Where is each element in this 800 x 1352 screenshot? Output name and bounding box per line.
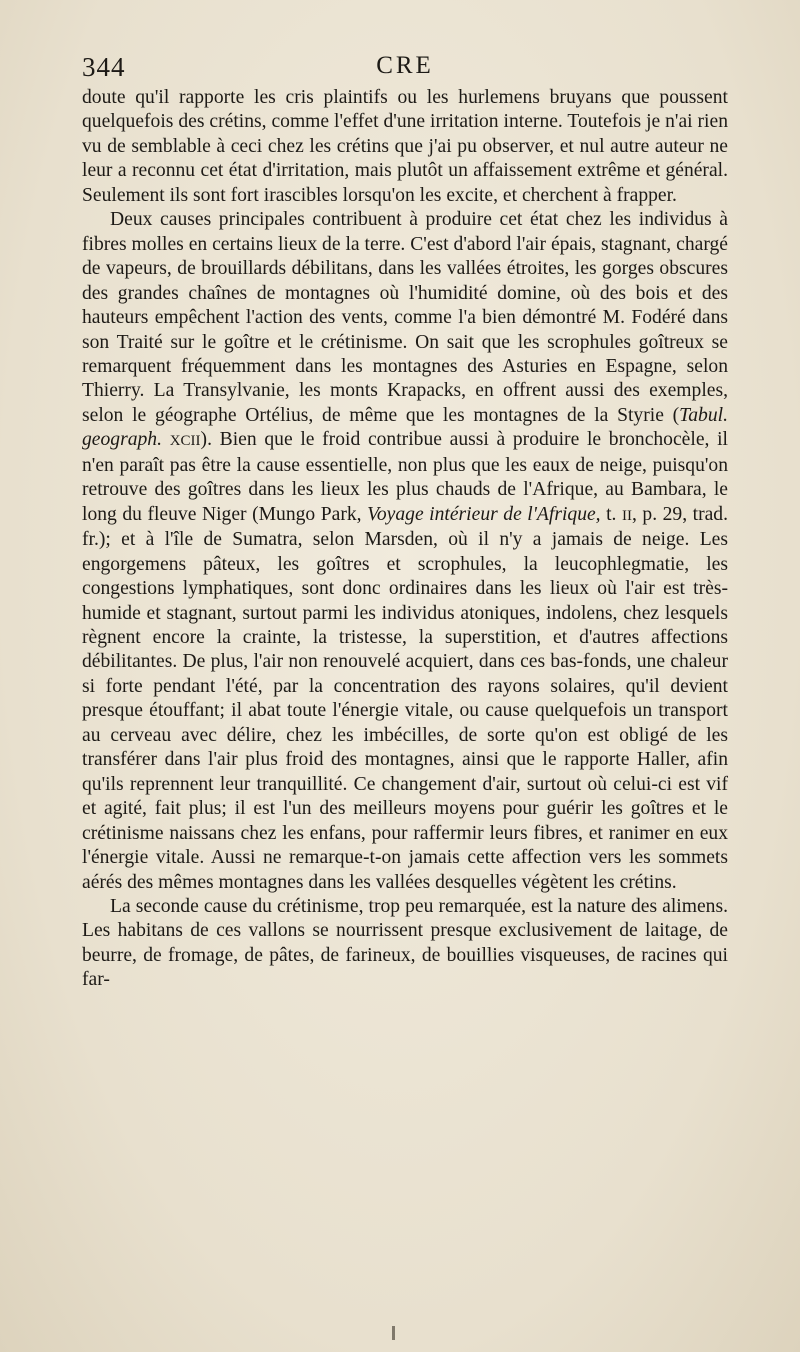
paragraph-causes <box>82 208 728 895</box>
text-run: t. <box>600 503 622 525</box>
text-run <box>162 429 170 450</box>
citation-italic: Tabul. geograph. <box>82 404 728 451</box>
text-run: , p. 29, trad. fr.); et à l'île de Sumatra, selon Marsden, où il n'y a jamais de neige. Les engorgemens pâteux, les goîtres et scrophules, la leucophlegmatie, les congestions lymphatiques, sont donc ordinaires dans les lieux où l'air est très-humide et stagnant, surtout parmi les individus atoniques, indolens, chez lesquels règnent encore la crainte, la tristesse, la superstition, et d'autres affections débilitantes. De plus, l'air non renouvelé acquiert, dans ces bas-fonds, une chaleur si forte pendant l'été, par la concentration des rayons solaires, qu'il devient presque étouffant; il abat toute l'énergie vitale, ou cause quelquefois un transport au cerveau avec délire, chez les imbécilles, de sorte qu'on est obligé de les transférer dans l'air plus froid des montagnes, ainsi que le rapporte Haller, afin qu'ils reprennent leur tranquillité. Ce changement d'air, surtout où celui-ci est vif et agité, fait plus; il est l'un des meilleurs moyens pour guérir les goîtres et le crétinisme naissans chez les enfans, pour raffermir leurs fibres, et ranimer en eux l'énergie vitale. Aussi ne remarque-t-on jamais cette affection vers les sommets aérés des mêmes montagnes dans les vallées desquelles végètent les crétins. <box>82 503 728 893</box>
paragraph-second-cause: La seconde cause du crétinisme, trop peu remarquée, est la nature des alimens. Les habitans de ces vallons se nourrissent presque exclusivement de laitage, de beurre, de fromage, de pâtes, de farineux, de bouillies visqueuses, de racines qui far- <box>82 895 728 991</box>
roman-numeral: II <box>621 507 632 524</box>
ink-fleck <box>392 1326 395 1340</box>
citation-italic: Voyage intérieur de l'Afrique, <box>367 503 601 525</box>
running-head: CRE <box>376 52 434 79</box>
text-run: Deux causes principales contribuent à produire cet état chez les individus à fibres molles en certains lieux de la terre. C'est d'abord l'air épais, stagnant, chargé de vapeurs, de brouillards débilitans, dans les vallées étroites, les gorges obscures des grandes chaînes de montagnes où l'humidité domine, où des bois et des hauteurs empêchent l'action des vents, comme l'a bien démontré M. Fodéré dans son Traité sur le goître et le crétinisme. On sait que les scrophules goîtreux se remarquent fréquemment dans les montagnes des Asturies en Espagne, selon Thierry. La Transylvanie, les monts Krapacks, en offrent aussi des exemples, selon le géographe Ortélius, de même que les montagnes de la Styrie ( <box>82 209 728 426</box>
paragraph-continuation: doute qu'il rapporte les cris plaintifs ou les hurlemens bruyans que poussent quelquefois des crétins, comme l'effet d'une irritation interne. Toutefois je n'ai rien vu de semblable à ceci chez les crétins que j'ai pu observer, et nul autre auteur ne leur a reconnu cet état d'irritation, mais plutôt un affaissement extrême et général. Seulement ils sont fort irascibles lorsqu'on les excite, et cherchent à frapper. <box>82 87 728 206</box>
body-text <box>82 86 728 993</box>
page-number: 344 <box>82 52 126 82</box>
text-run: ). Bien que le froid contribue aussi à produire le bronchocèle, il n'en paraît pas être la cause essentielle, non plus que les eaux de neige, puisqu'on retrouve des goîtres dans les lieux les plus chauds de l'Afrique, au Bambara, le long du fleuve Niger (Mungo Park, <box>82 429 728 525</box>
roman-numeral: XCII <box>169 433 201 450</box>
